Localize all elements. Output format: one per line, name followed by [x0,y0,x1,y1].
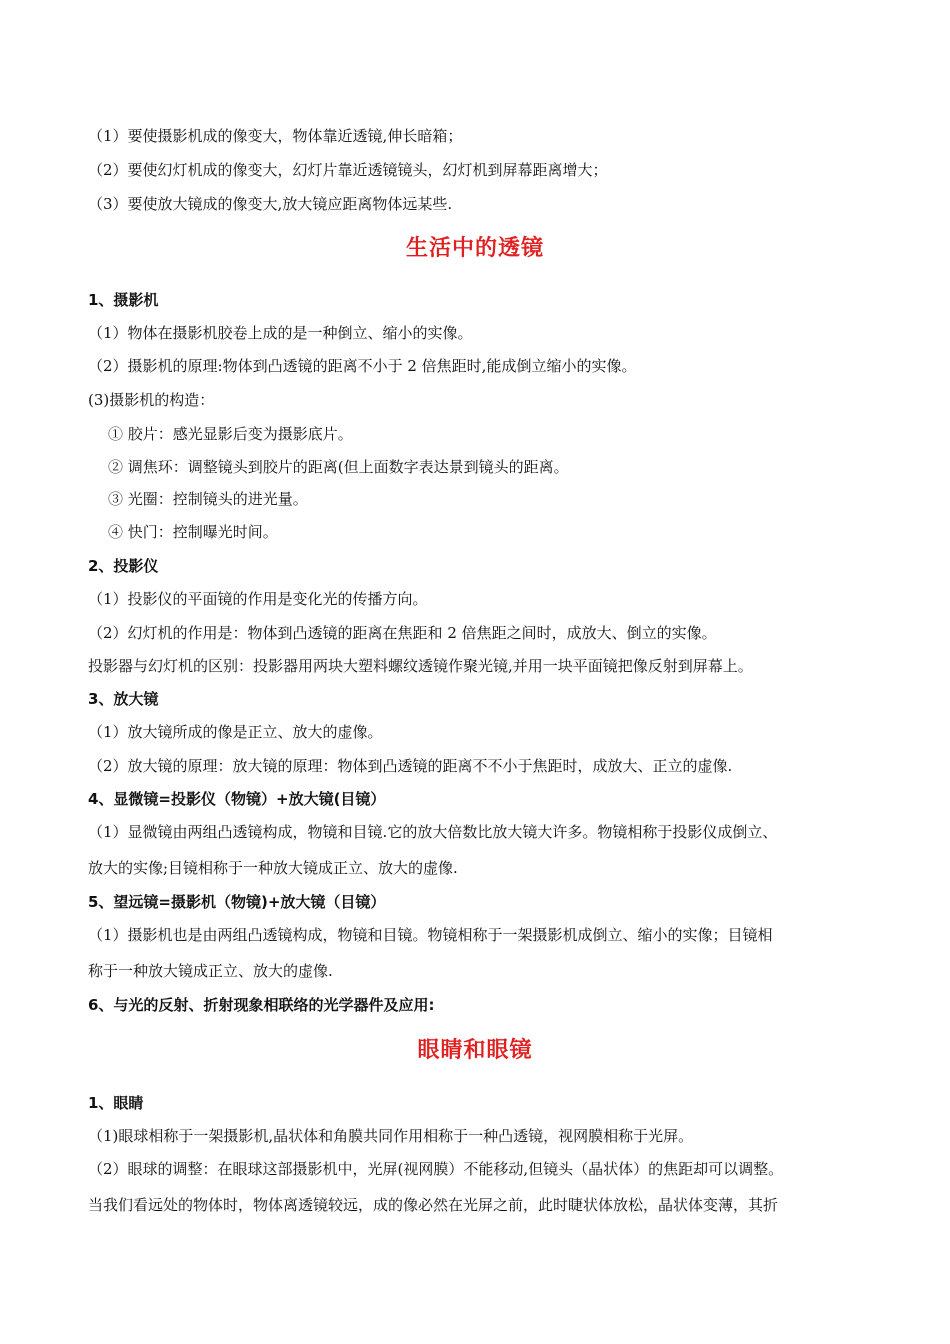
telescope-p1: （1）摄影机也是由两组凸透镜构成，物镜和目镜。物镜相称于一架摄影机成倒立、缩小的实像；目镜相 [88,926,773,944]
camera-part-3: ③ 光圈：控制镜头的进光量。 [108,490,308,508]
projector-p1: （1）投影仪的平面镜的作用是变化光的传播方向。 [88,590,428,608]
heading-telescope: 5、望远镜=摄影机（物镜)+放大镜（目镜） [88,893,386,911]
camera-p1: （1）物体在摄影机胶卷上成的是一种倒立、缩小的实像。 [88,324,473,342]
telescope-p2: 称于一种放大镜成正立、放大的虚像. [88,962,333,980]
section-title-eyes-and-glasses: 眼睛和眼镜 [417,1038,533,1063]
camera-part-1: ① 胶片：感光显影后变为摄影底片。 [108,425,353,443]
microscope-p2: 放大的实像;目镜相称于一种放大镜成正立、放大的虚像. [88,859,458,877]
heading-optics: 6、与光的反射、折射现象相联络的光学器件及应用: [88,996,435,1014]
magnifier-p2: （2）放大镜的原理：放大镜的原理：物体到凸透镜的距离不不小于焦距时，成放大、正立的虚像. [88,757,733,775]
intro-line-1: （1）要使摄影机成的像变大，物体靠近透镜,伸长暗箱； [88,127,463,145]
camera-p3: (3)摄影机的构造： [88,391,215,409]
eye-p2: （2）眼球的调整：在眼球这部摄影机中，光屏(视网膜）不能移动,但镜头（晶状体）的焦距却可以调整。 [88,1160,784,1178]
eye-p3: 当我们看远处的物体时，物体离透镜较远，成的像必然在光屏之前，此时睫状体放松，晶状体变薄，其折 [88,1196,779,1214]
intro-line-3: （3）要使放大镜成的像变大,放大镜应距离物体远某些. [88,195,453,213]
heading-microscope: 4、显微镜=投影仪（物镜）+放大镜(目镜） [88,790,386,808]
camera-part-4: ④ 快门：控制曝光时间。 [108,523,278,541]
microscope-p1: （1）显微镜由两组凸透镜构成，物镜和目镜.它的放大倍数比放大镜大许多。物镜相称于投影仪成倒立、 [88,823,778,841]
heading-eye: 1、眼睛 [88,1094,144,1112]
eye-p1: （1)眼球相称于一架摄影机,晶状体和角膜共同作用相称于一种凸透镜，视网膜相称于光屏。 [88,1127,694,1145]
camera-part-2: ② 调焦环：调整镜头到胶片的距离(但上面数字表达景到镜头的距离。 [108,458,569,476]
heading-camera: 1、摄影机 [88,291,159,309]
section-title-lenses-in-life: 生活中的透镜 [405,236,544,261]
camera-p2: （2）摄影机的原理:物体到凸透镜的距离不小于 2 倍焦距时,能成倒立缩小的实像。 [88,357,637,375]
magnifier-p1: （1）放大镜所成的像是正立、放大的虚像。 [88,723,383,741]
intro-line-2: （2）要使幻灯机成的像变大，幻灯片靠近透镜镜头，幻灯机到屏幕距离增大； [88,161,608,179]
projector-p2: （2）幻灯机的作用是：物体到凸透镜的距离在焦距和 2 倍焦距之间时，成放大、倒立的实像。 [88,624,717,642]
projector-p3: 投影器与幻灯机的区别：投影器用两块大塑料螺纹透镜作聚光镜,并用一块平面镜把像反射到屏幕上。 [88,657,753,675]
heading-magnifier: 3、放大镜 [88,690,159,708]
heading-projector: 2、投影仪 [88,557,159,575]
